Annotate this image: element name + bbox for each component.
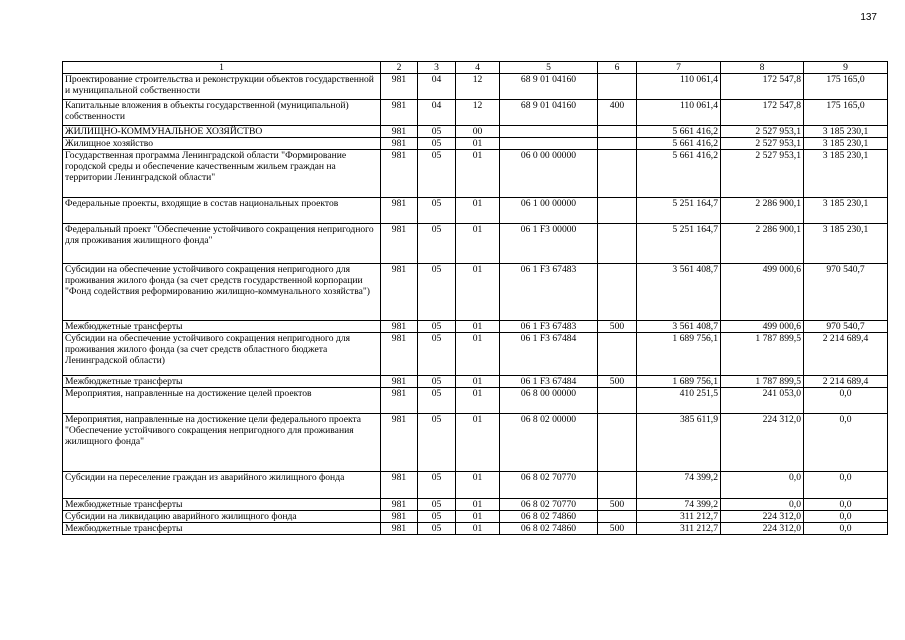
column-header: 1 [63,62,381,74]
subsection-code-cell: 12 [456,74,500,100]
amount-col8-cell: 1 787 899,5 [721,333,804,376]
amount-col9-cell: 2 214 689,4 [804,333,888,376]
amount-col8-cell: 2 527 953,1 [721,126,804,138]
ministry-code-cell: 981 [381,150,418,198]
expense-type-cell [598,472,637,499]
expense-type-cell: 500 [598,376,637,388]
row-name-cell: Субсидии на ликвидацию аварийного жилищного фонда [63,511,381,523]
ministry-code-cell: 981 [381,414,418,472]
row-name-cell: Субсидии на переселение граждан из аварийного жилищного фонда [63,472,381,499]
column-header: 5 [500,62,598,74]
expense-type-cell [598,414,637,472]
section-code-cell: 05 [418,388,456,414]
expense-type-cell [598,74,637,100]
amount-col8-cell: 2 527 953,1 [721,138,804,150]
section-code-cell: 05 [418,138,456,150]
target-article-cell: 06 8 02 70770 [500,472,598,499]
row-name-cell: Межбюджетные трансферты [63,523,381,535]
amount-col9-cell: 970 540,7 [804,321,888,333]
section-code-cell: 05 [418,472,456,499]
subsection-code-cell: 01 [456,224,500,264]
ministry-code-cell: 981 [381,321,418,333]
target-article-cell: 06 1 F3 67484 [500,333,598,376]
amount-col7-cell: 410 251,5 [637,388,721,414]
ministry-code-cell: 981 [381,511,418,523]
expense-type-cell [598,138,637,150]
target-article-cell: 68 9 01 04160 [500,74,598,100]
ministry-code-cell: 981 [381,100,418,126]
subsection-code-cell: 12 [456,100,500,126]
amount-col9-cell: 0,0 [804,523,888,535]
amount-col8-cell: 172 547,8 [721,100,804,126]
amount-col9-cell: 970 540,7 [804,264,888,321]
subsection-code-cell: 01 [456,472,500,499]
target-article-cell: 06 1 F3 67483 [500,321,598,333]
section-code-cell: 05 [418,376,456,388]
amount-col7-cell: 110 061,4 [637,74,721,100]
table-row [63,523,888,535]
row-name-cell: Межбюджетные трансферты [63,499,381,511]
amount-col7-cell: 5 661 416,2 [637,138,721,150]
target-article-cell: 06 1 F3 67483 [500,264,598,321]
row-name-cell: Жилищное хозяйство [63,138,381,150]
ministry-code-cell: 981 [381,224,418,264]
budget-table [62,61,888,535]
subsection-code-cell: 01 [456,388,500,414]
target-article-cell: 06 8 02 00000 [500,414,598,472]
table-row [63,333,888,376]
table-header-row [63,62,888,74]
expense-type-cell: 500 [598,499,637,511]
amount-col7-cell: 5 661 416,2 [637,150,721,198]
expense-type-cell [598,224,637,264]
amount-col9-cell: 3 185 230,1 [804,198,888,224]
expense-type-cell: 400 [598,100,637,126]
ministry-code-cell: 981 [381,138,418,150]
subsection-code-cell: 01 [456,321,500,333]
amount-col7-cell: 5 251 164,7 [637,198,721,224]
section-code-cell: 05 [418,523,456,535]
expense-type-cell: 500 [598,321,637,333]
amount-col8-cell: 2 286 900,1 [721,224,804,264]
amount-col9-cell: 0,0 [804,511,888,523]
subsection-code-cell: 01 [456,264,500,321]
table-row [63,376,888,388]
target-article-cell: 06 1 F3 00000 [500,224,598,264]
ministry-code-cell: 981 [381,499,418,511]
ministry-code-cell: 981 [381,264,418,321]
table-row [63,100,888,126]
target-article-cell [500,138,598,150]
section-code-cell: 05 [418,264,456,321]
table-row [63,499,888,511]
amount-col8-cell: 0,0 [721,472,804,499]
amount-col8-cell: 1 787 899,5 [721,376,804,388]
expense-type-cell [598,126,637,138]
amount-col8-cell: 2 286 900,1 [721,198,804,224]
row-name-cell: Субсидии на обеспечение устойчивого сокращения непригодного для проживания жилого фонда (за счет средств государственной корпорации "Фонд содействия реформированию жилищно-коммунального хозяйства") [63,264,381,321]
table-row [63,414,888,472]
expense-type-cell [598,150,637,198]
amount-col9-cell: 175 165,0 [804,74,888,100]
subsection-code-cell: 01 [456,333,500,376]
column-header: 9 [804,62,888,74]
section-code-cell: 05 [418,224,456,264]
amount-col7-cell: 1 689 756,1 [637,376,721,388]
subsection-code-cell: 01 [456,138,500,150]
target-article-cell: 06 8 00 00000 [500,388,598,414]
ministry-code-cell: 981 [381,333,418,376]
subsection-code-cell: 01 [456,198,500,224]
amount-col7-cell: 385 611,9 [637,414,721,472]
amount-col9-cell: 3 185 230,1 [804,224,888,264]
amount-col7-cell: 5 661 416,2 [637,126,721,138]
table-row [63,224,888,264]
column-header: 4 [456,62,500,74]
amount-col8-cell: 0,0 [721,499,804,511]
column-header: 2 [381,62,418,74]
row-name-cell: Государственная программа Ленинградской области "Формирование городской среды и обеспечение качественным жильем граждан на территории Ленинградской области" [63,150,381,198]
section-code-cell: 05 [418,333,456,376]
amount-col8-cell: 241 053,0 [721,388,804,414]
column-header: 3 [418,62,456,74]
subsection-code-cell: 01 [456,414,500,472]
amount-col8-cell: 224 312,0 [721,523,804,535]
section-code-cell: 05 [418,499,456,511]
table-row [63,264,888,321]
target-article-cell: 06 8 02 74860 [500,523,598,535]
ministry-code-cell: 981 [381,376,418,388]
section-code-cell: 05 [418,198,456,224]
amount-col9-cell: 3 185 230,1 [804,126,888,138]
table-row [63,321,888,333]
page-number: 137 [860,12,877,23]
table-row [63,150,888,198]
column-header: 6 [598,62,637,74]
table-row [63,126,888,138]
amount-col9-cell: 0,0 [804,472,888,499]
row-name-cell: Межбюджетные трансферты [63,321,381,333]
target-article-cell: 06 0 00 00000 [500,150,598,198]
amount-col9-cell: 175 165,0 [804,100,888,126]
subsection-code-cell: 01 [456,511,500,523]
amount-col9-cell: 0,0 [804,388,888,414]
target-article-cell: 06 8 02 70770 [500,499,598,511]
ministry-code-cell: 981 [381,74,418,100]
ministry-code-cell: 981 [381,388,418,414]
row-name-cell: Проектирование строительства и реконструкции объектов государственной и муниципальной собственности [63,74,381,100]
subsection-code-cell: 01 [456,499,500,511]
subsection-code-cell: 00 [456,126,500,138]
expense-type-cell [598,388,637,414]
section-code-cell: 04 [418,74,456,100]
table-row [63,138,888,150]
target-article-cell: 06 8 02 74860 [500,511,598,523]
ministry-code-cell: 981 [381,126,418,138]
amount-col9-cell: 3 185 230,1 [804,138,888,150]
expense-type-cell [598,333,637,376]
table-row [63,198,888,224]
table-row [63,74,888,100]
target-article-cell: 68 9 01 04160 [500,100,598,126]
row-name-cell: Капитальные вложения в объекты государственной (муниципальной) собственности [63,100,381,126]
target-article-cell: 06 1 00 00000 [500,198,598,224]
section-code-cell: 05 [418,321,456,333]
ministry-code-cell: 981 [381,472,418,499]
amount-col7-cell: 1 689 756,1 [637,333,721,376]
amount-col9-cell: 0,0 [804,414,888,472]
amount-col7-cell: 311 212,7 [637,523,721,535]
row-name-cell: Мероприятия, направленные на достижение целей проектов [63,388,381,414]
section-code-cell: 05 [418,126,456,138]
section-code-cell: 05 [418,150,456,198]
subsection-code-cell: 01 [456,523,500,535]
amount-col8-cell: 2 527 953,1 [721,150,804,198]
expense-type-cell [598,264,637,321]
amount-col7-cell: 110 061,4 [637,100,721,126]
table-row [63,472,888,499]
amount-col7-cell: 74 399,2 [637,472,721,499]
amount-col7-cell: 3 561 408,7 [637,264,721,321]
amount-col9-cell: 2 214 689,4 [804,376,888,388]
amount-col8-cell: 224 312,0 [721,511,804,523]
section-code-cell: 05 [418,511,456,523]
row-name-cell: Межбюджетные трансферты [63,376,381,388]
row-name-cell: Федеральный проект "Обеспечение устойчивого сокращения непригодного для проживания жилищного фонда" [63,224,381,264]
row-name-cell: Федеральные проекты, входящие в состав национальных проектов [63,198,381,224]
table-row [63,388,888,414]
row-name-cell: Субсидии на обеспечение устойчивого сокращения непригодного для проживания жилого фонда (за счет средств областного бюджета Ленинградской области) [63,333,381,376]
target-article-cell [500,126,598,138]
subsection-code-cell: 01 [456,150,500,198]
amount-col8-cell: 224 312,0 [721,414,804,472]
table-row [63,511,888,523]
amount-col8-cell: 499 000,6 [721,264,804,321]
amount-col9-cell: 0,0 [804,499,888,511]
amount-col9-cell: 3 185 230,1 [804,150,888,198]
row-name-cell: Мероприятия, направленные на достижение цели федерального проекта "Обеспечение устойчивого сокращения непригодного для проживания жилищного фонда" [63,414,381,472]
amount-col7-cell: 311 212,7 [637,511,721,523]
section-code-cell: 04 [418,100,456,126]
expense-type-cell [598,511,637,523]
amount-col7-cell: 5 251 164,7 [637,224,721,264]
ministry-code-cell: 981 [381,198,418,224]
expense-type-cell [598,198,637,224]
column-header: 7 [637,62,721,74]
expense-type-cell: 500 [598,523,637,535]
row-name-cell: ЖИЛИЩНО-КОММУНАЛЬНОЕ ХОЗЯЙСТВО [63,126,381,138]
amount-col7-cell: 74 399,2 [637,499,721,511]
amount-col8-cell: 499 000,6 [721,321,804,333]
ministry-code-cell: 981 [381,523,418,535]
subsection-code-cell: 01 [456,376,500,388]
target-article-cell: 06 1 F3 67484 [500,376,598,388]
amount-col8-cell: 172 547,8 [721,74,804,100]
section-code-cell: 05 [418,414,456,472]
column-header: 8 [721,62,804,74]
amount-col7-cell: 3 561 408,7 [637,321,721,333]
